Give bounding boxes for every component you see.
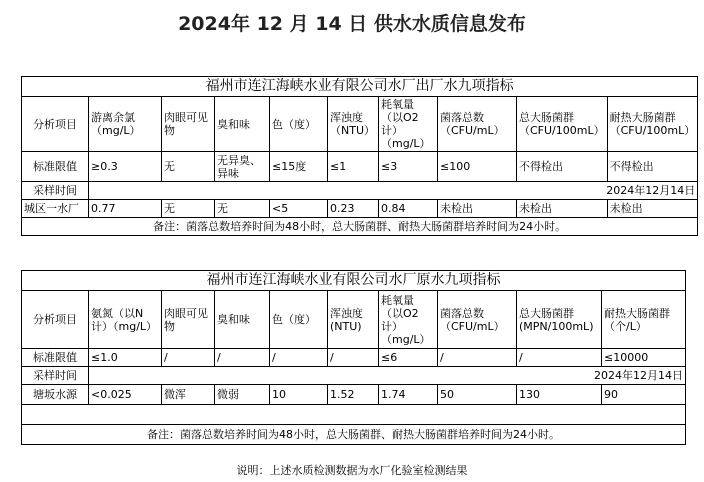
limit-cell: ≤3 — [379, 152, 438, 182]
table1-sample-row — [22, 182, 698, 200]
header-cell: 游离余氯（mg/L） — [89, 97, 162, 152]
header-cell: 肉眼可见物 — [162, 291, 215, 349]
header-cell: 耐热大肠菌群（CFU/100mL） — [607, 97, 698, 152]
data-cell: 无 — [215, 200, 270, 218]
header-cell: 浑浊度(NTU) — [328, 291, 379, 349]
table2-limit-row — [22, 349, 686, 367]
header-cell: 总大肠菌群(MPN/100mL) — [517, 291, 602, 349]
limit-cell: / — [270, 349, 328, 367]
table2-note: 备注：菌落总数培养时间为48小时，总大肠菌群、耐热大肠菌群培养时间为24小时。 — [22, 425, 686, 445]
table2-blank-row — [22, 405, 686, 425]
header-cell: 菌落总数（CFU/mL） — [438, 291, 517, 349]
limit-cell: ≤10000 — [602, 349, 686, 367]
data-cell: 1.74 — [379, 385, 438, 405]
header-cell: 肉眼可见物 — [162, 97, 215, 152]
table1-data-row — [22, 200, 698, 218]
limit-cell: ≥0.3 — [89, 152, 162, 182]
limit-cell: / — [517, 349, 602, 367]
limit-cell: 无 — [162, 152, 215, 182]
header-cell: 耐热大肠菌群（个/L） — [602, 291, 686, 349]
header-cell: 分析项目 — [22, 97, 89, 152]
limit-cell: 不得检出 — [517, 152, 608, 182]
data-cell: 90 — [602, 385, 686, 405]
header-cell: 色（度） — [270, 97, 328, 152]
data-cell: 微弱 — [215, 385, 270, 405]
data-cell: 10 — [270, 385, 328, 405]
sample-time-label: 采样时间 — [22, 367, 89, 385]
limit-cell: / — [215, 349, 270, 367]
blank-cell — [22, 405, 686, 425]
sample-time-value: 2024年12月14日 — [89, 367, 686, 385]
data-cell: 塘坂水源 — [22, 385, 89, 405]
limit-cell: ≤100 — [438, 152, 517, 182]
header-cell: 总大肠菌群（CFU/100mL） — [517, 97, 608, 152]
data-cell: 微浑 — [162, 385, 215, 405]
raw-water-table — [21, 270, 686, 445]
limit-cell: / — [162, 349, 215, 367]
table2-caption: 福州市连江海峡水业有限公司水厂原水九项指标 — [22, 271, 686, 291]
limit-cell: ≤1.0 — [89, 349, 162, 367]
sample-time-value: 2024年12月14日 — [89, 182, 698, 200]
header-cell: 氨氮（以N计）（mg/L） — [89, 291, 162, 349]
data-cell: 0.77 — [89, 200, 162, 218]
data-cell: 无 — [162, 200, 215, 218]
data-cell: 城区一水厂 — [22, 200, 89, 218]
header-cell: 菌落总数（CFU/mL） — [438, 97, 517, 152]
limit-cell: ≤1 — [328, 152, 379, 182]
data-cell: 50 — [438, 385, 517, 405]
data-cell: 0.23 — [328, 200, 379, 218]
limit-cell: ≤15度 — [270, 152, 328, 182]
header-cell: 臭和味 — [215, 291, 270, 349]
table1-limit-row — [22, 152, 698, 182]
page-title: 2024年 12 月 14 日 供水水质信息发布 — [178, 13, 526, 35]
data-cell: 1.52 — [328, 385, 379, 405]
table1-caption: 福州市连江海峡水业有限公司水厂出厂水九项指标 — [22, 77, 698, 97]
data-cell: 未检出 — [607, 200, 698, 218]
table2-data-row — [22, 385, 686, 405]
data-cell: <5 — [270, 200, 328, 218]
sample-time-label: 采样时间 — [22, 182, 89, 200]
limit-cell: 标准限值 — [22, 152, 89, 182]
header-cell: 分析项目 — [22, 291, 89, 349]
table2-header-row — [22, 291, 686, 349]
limit-cell: / — [438, 349, 517, 367]
finished-water-table — [21, 76, 698, 236]
header-cell: 耗氧量（以O2计）（mg/L） — [379, 97, 438, 152]
table2-sample-row — [22, 367, 686, 385]
header-cell: 耗氧量（以O2计）（mg/L） — [379, 291, 438, 349]
data-cell: 0.84 — [379, 200, 438, 218]
header-cell: 臭和味 — [215, 97, 270, 152]
limit-cell: ≤6 — [379, 349, 438, 367]
table1-header-row — [22, 97, 698, 152]
table1-note: 备注：菌落总数培养时间为48小时，总大肠菌群、耐热大肠菌群培养时间为24小时。 — [22, 218, 698, 236]
header-cell: 浑浊度（NTU） — [328, 97, 379, 152]
data-cell: 未检出 — [438, 200, 517, 218]
header-cell: 色（度） — [270, 291, 328, 349]
limit-cell: / — [328, 349, 379, 367]
data-cell: 未检出 — [517, 200, 608, 218]
footer-note: 说明：上述水质检测数据为水厂化验室检测结果 — [236, 464, 468, 477]
limit-cell: 标准限值 — [22, 349, 89, 367]
data-cell: <0.025 — [89, 385, 162, 405]
limit-cell: 无异臭、异味 — [215, 152, 270, 182]
data-cell: 130 — [517, 385, 602, 405]
limit-cell: 不得检出 — [607, 152, 698, 182]
